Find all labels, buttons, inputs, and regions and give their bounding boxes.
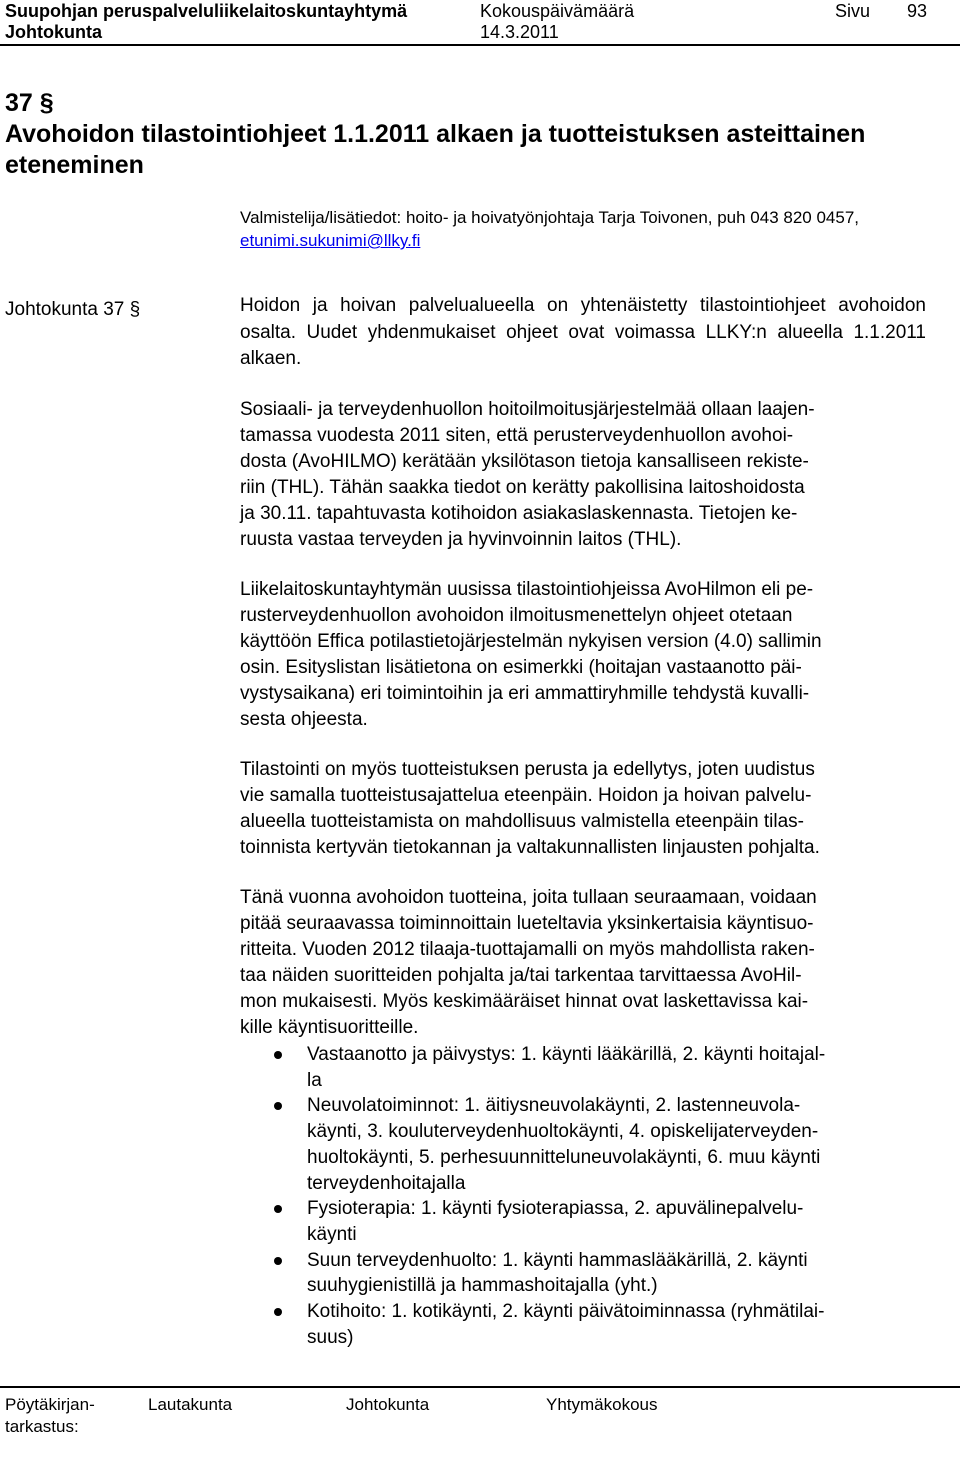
footer-committee: Johtokunta	[346, 1395, 430, 1414]
paragraph-line: ruusta vastaa terveyden ja hyvinvoinnin laitos (THL).	[240, 529, 682, 550]
paragraph	[240, 757, 926, 861]
list-item-line: käynti, 3. kouluterveydenhuoltokäynti, 4. opiskelijaterveyden-	[307, 1121, 819, 1143]
paragraph-line: Tilastointi on myös tuotteistuksen perusta ja edellytys, joten uudistus	[240, 759, 815, 780]
list-item-line: suuhygienistillä ja hammashoitajalla (yht.)	[307, 1275, 658, 1297]
section-title-line: eteneminen	[5, 151, 144, 179]
paragraph-line: vystysaikana) eri toimintoihin ja eri ammattiryhmille tehdystä kuvalli-	[240, 683, 810, 704]
paragraph-line: ja 30.11. tapahtuvasta kotihoidon asiakaslaskennasta. Tietojen ke-	[240, 503, 798, 524]
list-item-line: suus)	[307, 1326, 354, 1348]
list-item-line: terveydenhoitajalla	[307, 1172, 466, 1194]
list-item-line: Fysioterapia: 1. käynti fysioterapiassa, 2. apuvälinepalvelu-	[307, 1198, 804, 1220]
paragraph-line: toinnista kertyvän tietokannan ja valtakunnallisten linjausten pohjalta.	[240, 837, 820, 858]
section-number: 37 §	[5, 89, 54, 117]
list-item-line: Vastaanotto ja päivystys: 1. käynti lääkärillä, 2. käynti hoitajal-	[307, 1044, 826, 1065]
paragraph-line: mon mukaisesti. Myös keskimääräiset hinnat ovat laskettavissa kai-	[240, 991, 809, 1012]
decision-label: Johtokunta 37 §	[5, 299, 141, 320]
paragraph-line: taa näiden suoritteiden pohjalta ja/tai tarkentaa tarvittaessa AvoHil-	[240, 965, 802, 986]
list-item-line: Kotihoito: 1. kotikäynti, 2. käynti päivätoiminnassa (ryhmätilai-	[307, 1301, 825, 1323]
paragraph-line: osin. Esityslistan lisätietona on esimerkki (hoitajan vastaanotto päi-	[240, 657, 802, 678]
paragraph	[240, 885, 926, 1041]
governing-body: Johtokunta	[5, 22, 102, 42]
minutes-check-label-line1: Pöytäkirjan-	[5, 1395, 95, 1414]
bullet-icon	[274, 1257, 282, 1265]
organization-name: Suupohjan peruspalveluliikelaitoskuntayhtymä	[5, 1, 408, 21]
list-item-line: huoltokäynti, 5. perhesuunnitteluneuvolakäynti, 6. muu käynti	[307, 1146, 821, 1168]
page-label: Sivu	[835, 1, 871, 21]
service-bullet-list	[240, 1042, 940, 1350]
bullet-icon	[274, 1102, 282, 1110]
preparer-text: Valmistelija/lisätiedot: hoito- ja hoivatyönjohtaja Tarja Toivonen, puh 043 820 0457,	[240, 208, 860, 227]
paragraph-line: vie samalla tuotteistusajattelua eteenpäin. Hoidon ja hoivan palvelu-	[240, 785, 812, 806]
list-item	[240, 1248, 940, 1299]
paragraph	[240, 577, 926, 733]
paragraph-line: pitää seuraavassa toiminnoittain lueteltavia yksinkertaisia käyntisuo-	[240, 913, 814, 934]
bullet-icon	[274, 1308, 282, 1316]
footer-joint-meeting: Yhtymäkokous	[546, 1395, 658, 1414]
footer-board: Lautakunta	[148, 1395, 233, 1414]
paragraph-line: käyttöön Effica potilastietojärjestelmän nykyisen version (4.0) sallimin	[240, 631, 822, 652]
paragraph-line: alueella tuotteistamista on mahdollisuus valmistella eteenpäin tilas-	[240, 811, 804, 832]
list-item-line: Neuvolatoiminnot: 1. äitiysneuvolakäynti, 2. lastenneuvola-	[307, 1095, 801, 1117]
list-item	[240, 1042, 940, 1093]
paragraph-line: riin (THL). Tähän saakka tiedot on kerätty pakollisina laitoshoidosta	[240, 477, 805, 498]
paragraph-line: Liikelaitoskuntayhtymän uusissa tilastointiohjeissa AvoHilmon eli pe-	[240, 579, 814, 600]
paragraph-line: rusterveydenhuollon avohoidon ilmoitusmenettelyn ohjeet otetaan	[240, 605, 793, 626]
paragraph-line: dosta (AvoHILMO) kerätään yksilötason tietoja kansalliseen rekiste-	[240, 451, 809, 472]
preparer-email-link[interactable]: etunimi.sukunimi@llky.fi	[240, 231, 421, 250]
preparer-info	[240, 206, 940, 252]
list-item-line: Suun terveydenhuolto: 1. käynti hammaslääkärillä, 2. käynti	[307, 1249, 808, 1271]
page-number: 93	[907, 1, 928, 21]
paragraph-line: kille käyntisuoritteille.	[240, 1017, 419, 1038]
meeting-date-label: Kokouspäivämäärä	[480, 1, 635, 21]
page-header	[0, 0, 960, 44]
list-item-line: käynti	[307, 1223, 357, 1245]
paragraph-line: Sosiaali- ja terveydenhuollon hoitoilmoitusjärjestelmää ollaan laajen-	[240, 399, 815, 420]
paragraph-line: Tänä vuonna avohoidon tuotteina, joita tullaan seuraamaan, voidaan	[240, 887, 817, 908]
bullet-icon	[274, 1051, 282, 1059]
section-heading	[5, 88, 865, 181]
paragraph-line: ritteita. Vuoden 2012 tilaaja-tuottajamalli on myös mahdollista raken-	[240, 939, 815, 960]
minutes-check-label-line2: tarkastus:	[5, 1417, 79, 1436]
header-divider	[0, 44, 960, 46]
list-item	[240, 1196, 940, 1247]
meeting-date: 14.3.2011	[480, 22, 559, 42]
section-title-line: Avohoidon tilastointiohjeet 1.1.2011 alkaen ja tuotteistuksen asteittainen	[5, 120, 866, 148]
paragraph-line: sesta ohjeesta.	[240, 709, 368, 730]
list-item	[240, 1093, 940, 1196]
footer-divider	[0, 1386, 960, 1388]
decision-text: Hoidon ja hoivan palvelualueella on yhtenäistetty tilastointiohjeet avohoidon osalta. Uudet yhdenmukaiset ohjeet ovat voimassa LLKY:n alueella 1.1.2011 alkaen.	[240, 295, 926, 369]
bullet-icon	[274, 1205, 282, 1213]
paragraph-line: tamassa vuodesta 2011 siten, että perusterveydenhuollon avohoi-	[240, 425, 794, 446]
list-item	[240, 1299, 940, 1350]
paragraph	[240, 397, 926, 553]
list-item-line: la	[307, 1069, 322, 1091]
